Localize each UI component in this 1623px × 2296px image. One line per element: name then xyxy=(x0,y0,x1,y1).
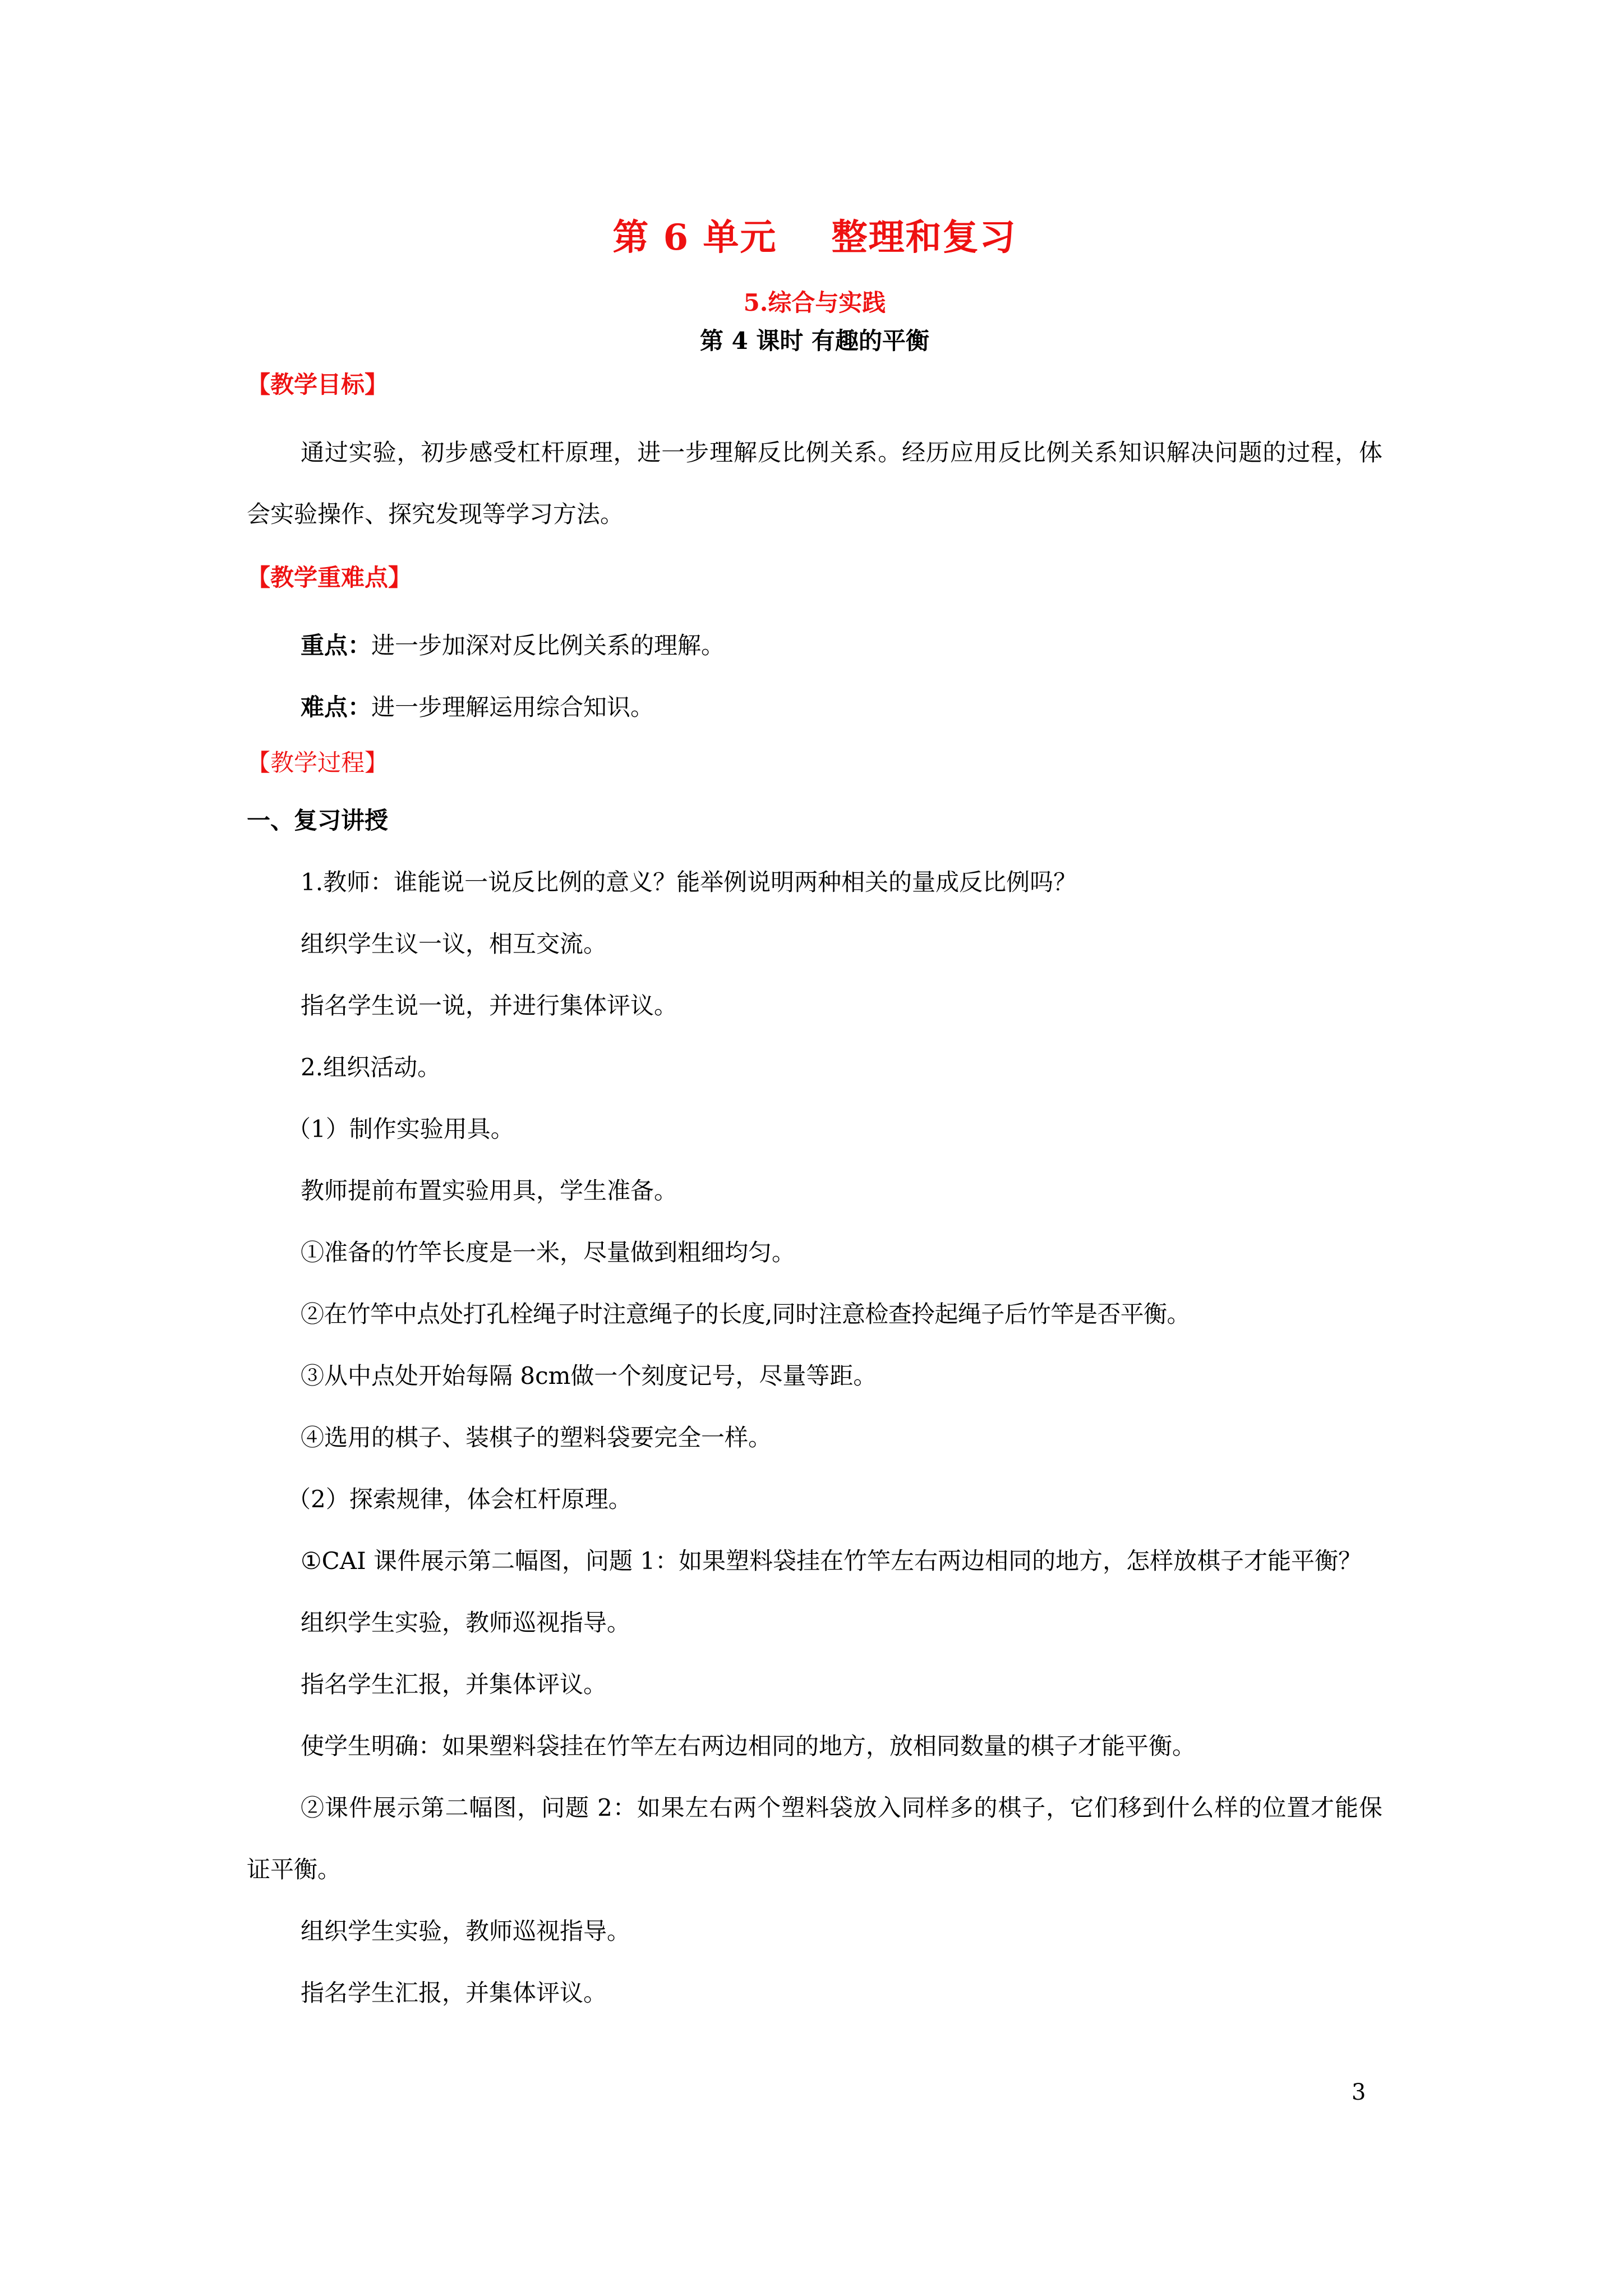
key-point-label: 重点： xyxy=(301,632,372,659)
process-line: （1）制作实验用具。 xyxy=(287,1115,514,1143)
process-line: ①准备的竹竿长度是一米，尽量做到粗细均匀。 xyxy=(301,1239,796,1266)
goals-text: 通过实验，初步感受杠杆原理，进一步理解反比例关系。经历应用反比例关系知识解决问题的过程，体会实验操作、探究发现等学习方法。 xyxy=(247,439,1382,528)
process-line: 指名学生汇报，并集体评议。 xyxy=(301,1671,607,1698)
process-line: 使学生明确：如果塑料袋挂在竹竿左右两边相同的地方，放相同数量的棋子才能平衡。 xyxy=(301,1732,1196,1760)
process-line: ③从中点处开始每隔 8cm做一个刻度记号，尽量等距。 xyxy=(301,1362,877,1389)
difficulty-label: 难点： xyxy=(301,693,372,721)
question-one: ①CAI 课件展示第二幅图，问题 1：如果塑料袋挂在竹竿左右两边相同的地方，怎样放棋子才能平衡？ xyxy=(301,1547,1362,1575)
process-line: 指名学生汇报，并集体评议。 xyxy=(301,1979,607,2007)
key-point-text: 进一步加深对反比例关系的理解。 xyxy=(371,632,725,659)
process-line: 组织学生议一议，相互交流。 xyxy=(301,930,607,958)
process-line: 组织学生实验，教师巡视指导。 xyxy=(301,1917,631,1945)
process-line: 指名学生说一说，并进行集体评议。 xyxy=(301,992,678,1019)
process-line: ④选用的棋子、装棋子的塑料袋要完全一样。 xyxy=(301,1424,772,1451)
part-one-heading: 一、复习讲授 xyxy=(247,807,389,834)
process-line: 1.教师：谁能说一说反比例的意义？能举例说明两种相关的量成反比例吗？ xyxy=(301,868,1077,896)
page-number: 3 xyxy=(1352,2079,1366,2105)
process-line: 教师提前布置实验用具，学生准备。 xyxy=(301,1177,678,1204)
document-content xyxy=(247,213,1382,2024)
question-two: ②课件展示第二幅图，问题 2：如果左右两个塑料袋放入同样多的棋子，它们移到什么样的位置才能保证平衡。 xyxy=(247,1794,1382,1883)
process-line: 2.组织活动。 xyxy=(301,1053,441,1081)
difficulty-text: 进一步理解运用综合知识。 xyxy=(371,693,654,721)
section-title: 5.综合与实践 xyxy=(743,289,886,316)
process-line: （2）探索规律，体会杠杆原理。 xyxy=(287,1485,632,1513)
process-line: ②在竹竿中点处打孔栓绳子时注意绳子的长度,同时注意检查拎起绳子后竹竿是否平衡。 xyxy=(301,1300,1190,1328)
process-line: 组织学生实验，教师巡视指导。 xyxy=(301,1609,631,1636)
difficulty-line xyxy=(247,677,1382,738)
process-heading: 【教学过程】 xyxy=(247,749,389,776)
lesson-title: 第 4 课时 有趣的平衡 xyxy=(699,327,930,355)
key-point-line xyxy=(247,615,1382,677)
key-points-heading: 【教学重难点】 xyxy=(247,564,412,591)
unit-title: 第 6 单元 整理和复习 xyxy=(612,217,1017,259)
goals-heading: 【教学目标】 xyxy=(247,371,389,398)
